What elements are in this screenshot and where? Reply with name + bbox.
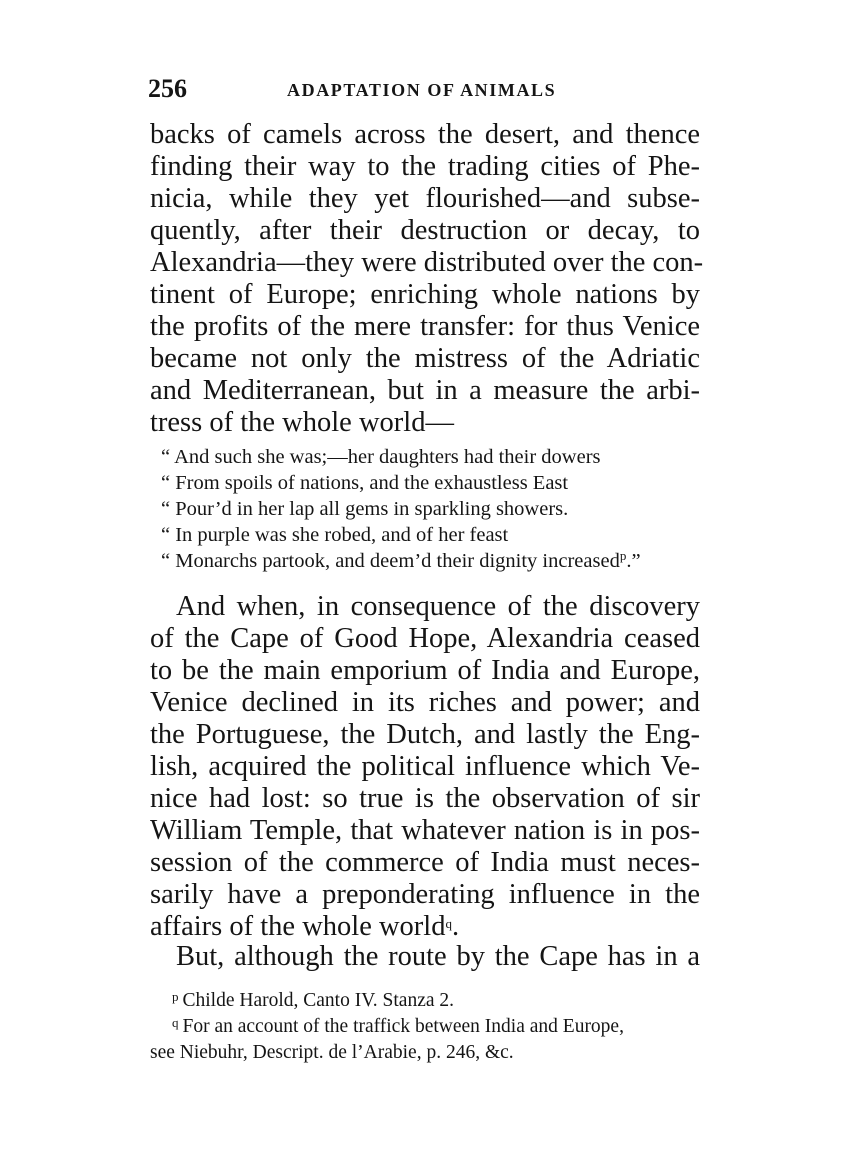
running-title: ADAPTATION OF ANIMALS: [287, 80, 557, 100]
footnote-mark: p: [172, 989, 179, 1004]
text-line: [150, 910, 700, 944]
text-line: backs of camels across the desert, and thence: [150, 119, 700, 150]
verse-line: “ Pour’d in her lap all gems in sparkling showers.: [161, 498, 569, 520]
text-line: And when, in consequence of the discovery: [176, 591, 700, 622]
verse-line: “ From spoils of nations, and the exhaustless East: [161, 472, 569, 494]
text-line: of the Cape of Good Hope, Alexandria ceased: [150, 623, 700, 654]
text-segment: .: [451, 911, 460, 942]
footnote-p: [172, 988, 454, 1014]
text-line: tinent of Europe; enriching whole nations by: [150, 279, 700, 310]
footnote-text: Childe Harold, Canto IV. Stanza 2.: [182, 990, 455, 1011]
text-line: sarily have a preponderating influence in the: [150, 879, 700, 910]
text-line: the Portuguese, the Dutch, and lastly the Eng-: [150, 719, 700, 750]
footnote-mark: q: [172, 1015, 179, 1030]
text-line: session of the commerce of India must neces-: [150, 847, 700, 878]
text-line: William Temple, that whatever nation is in pos-: [150, 815, 700, 846]
footnote-ref-p: p: [619, 548, 627, 563]
text-line: finding their way to the trading cities of Phe-: [150, 151, 700, 182]
page-number: 256: [148, 74, 187, 103]
footnote-q: [172, 1014, 624, 1040]
text-segment: affairs of the whole world: [150, 911, 446, 942]
text-line: But, although the route by the Cape has in a: [176, 941, 700, 972]
text-line: Venice declined in its riches and power; and: [150, 687, 700, 718]
text-line: lish, acquired the political influence which Ve-: [150, 751, 700, 782]
text-line: the profits of the mere transfer: for thus Venice: [150, 311, 700, 342]
footnote-continuation: see Niebuhr, Descript. de l’Arabie, p. 246, &c.: [150, 1042, 514, 1063]
verse-line: “ And such she was;—her daughters had their dowers: [161, 446, 601, 468]
text-line: to be the main emporium of India and Europe,: [150, 655, 700, 686]
verse-closing: .”: [626, 550, 641, 572]
verse-line: “ In purple was she robed, and of her feast: [161, 524, 509, 546]
text-line: nice had lost: so true is the observation of sir: [150, 783, 700, 814]
running-head: [148, 74, 708, 104]
verse-text: “ Monarchs partook, and deem’d their dignity increased: [161, 550, 620, 572]
text-line: Alexandria—they were distributed over the con-: [150, 247, 704, 278]
text-line: became not only the mistress of the Adriatic: [150, 343, 700, 374]
text-line: tress of the whole world—: [150, 407, 454, 438]
footnote-text: For an account of the traffick between India and Europe,: [182, 1016, 624, 1037]
text-line: and Mediterranean, but in a measure the arbi-: [150, 375, 700, 406]
footnote-ref-q: q: [445, 916, 452, 931]
text-line: quently, after their destruction or decay, to: [150, 215, 700, 246]
verse-line: [161, 548, 641, 574]
text-line: nicia, while they yet flourished—and subse-: [150, 183, 700, 214]
